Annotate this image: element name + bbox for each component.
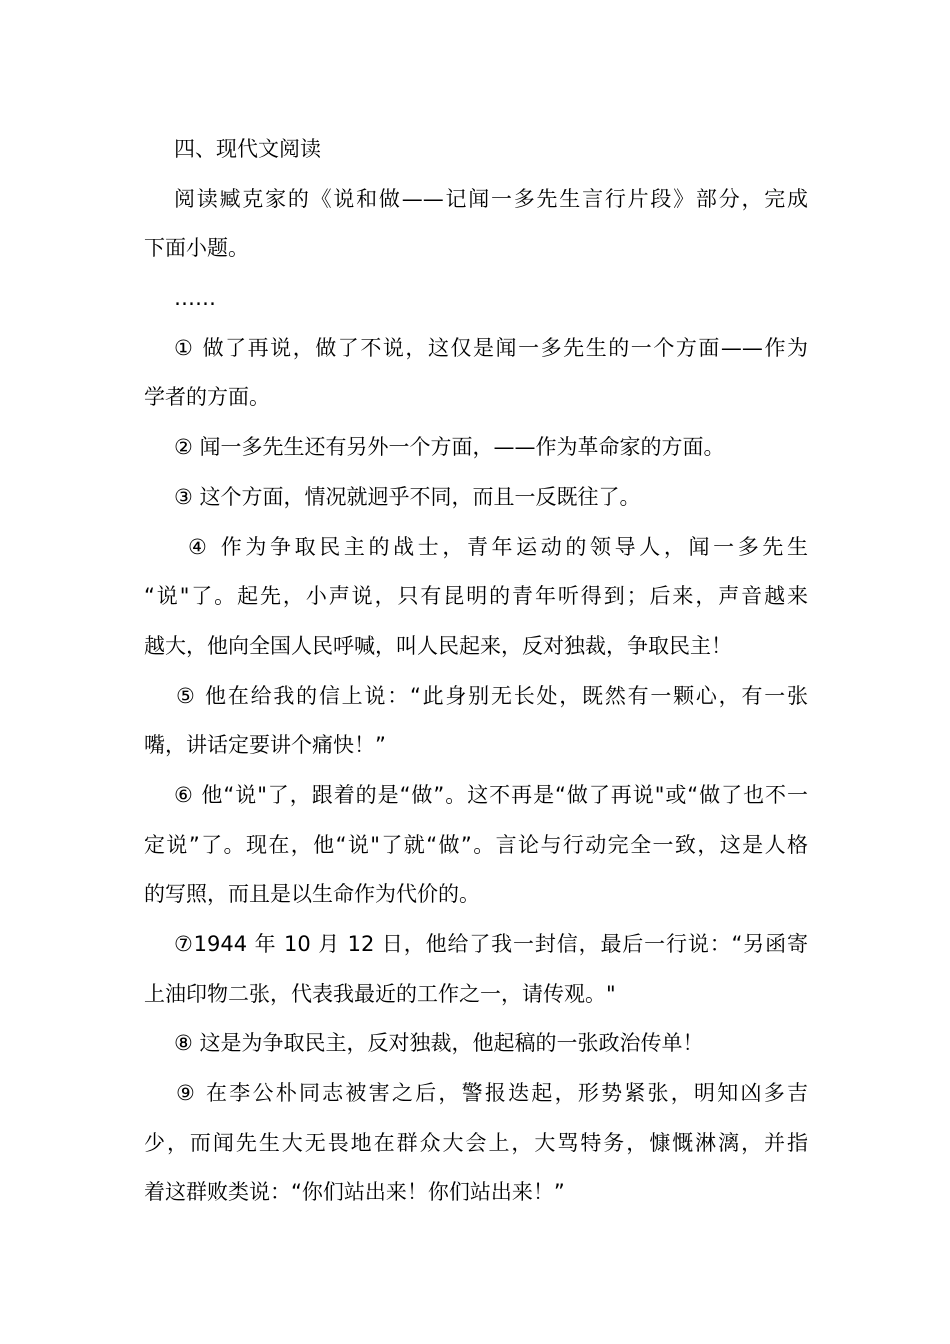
document-page bbox=[144, 125, 808, 1218]
intro-line-1: 阅读臧克家的《说和做——记闻一多先生言行片段》部分，完成 bbox=[174, 186, 808, 211]
ellipsis: …… bbox=[174, 286, 216, 311]
paragraph-2-line-1: ② 闻一多先生还有另外一个方面，——作为革命家的方面。 bbox=[174, 435, 725, 460]
paragraph-1-line-1: ① 做了再说，做了不说，这仅是闻一多先生的一个方面——作为 bbox=[174, 335, 808, 360]
paragraph-6-line-2: 定说”了。现在，他“说"了就“做”。言论与行动完全一致，这是人格 bbox=[144, 832, 808, 857]
intro-line-2: 下面小题。 bbox=[144, 236, 249, 261]
paragraph-9-line-1: ⑨ 在李公朴同志被害之后，警报迭起，形势紧张，明知凶多吉 bbox=[176, 1081, 808, 1106]
paragraph-3-line-1: ③ 这个方面，情况就迥乎不同，而且一反既往了。 bbox=[174, 484, 641, 509]
paragraph-5-line-2: 嘴，讲话定要讲个痛快！” bbox=[144, 733, 386, 758]
paragraph-4-line-1: ④ 作为争取民主的战士，青年运动的领导人，闻一多先生 bbox=[188, 534, 808, 559]
section-title: 四、现代文阅读 bbox=[174, 137, 321, 161]
paragraph-6-line-3: 的写照，而且是以生命作为代价的。 bbox=[144, 882, 480, 907]
paragraph-4-line-3: 越大，他向全国人民呼喊，叫人民起来，反对独裁，争取民主！ bbox=[144, 633, 732, 658]
paragraph-4-line-2: “说"了。起先，小声说，只有昆明的青年听得到；后来，声音越来 bbox=[144, 584, 808, 609]
paragraph-8-line-1: ⑧ 这是为争取民主，反对独裁，他起稿的一张政治传单！ bbox=[174, 1031, 704, 1056]
paragraph-6-line-1: ⑥ 他“说"了，跟着的是“做”。这不再是“做了再说"或“做了也不一 bbox=[174, 782, 808, 807]
paragraph-5-line-1: ⑤ 他在给我的信上说：“此身别无长处，既然有一颗心，有一张 bbox=[176, 683, 808, 708]
paragraph-9-line-3: 着这群败类说：“你们站出来！你们站出来！” bbox=[144, 1180, 565, 1205]
paragraph-7-line-2: 上油印物二张，代表我最近的工作之一，请传观。" bbox=[144, 981, 616, 1006]
paragraph-1-line-2: 学者的方面。 bbox=[144, 385, 270, 410]
paragraph-7-line-1: ⑦1944 年 10 月 12 日，他给了我一封信，最后一行说：“另函寄 bbox=[174, 932, 808, 956]
paragraph-9-line-2: 少，而闻先生大无畏地在群众大会上，大骂特务，慷慨淋漓，并指 bbox=[144, 1130, 808, 1155]
